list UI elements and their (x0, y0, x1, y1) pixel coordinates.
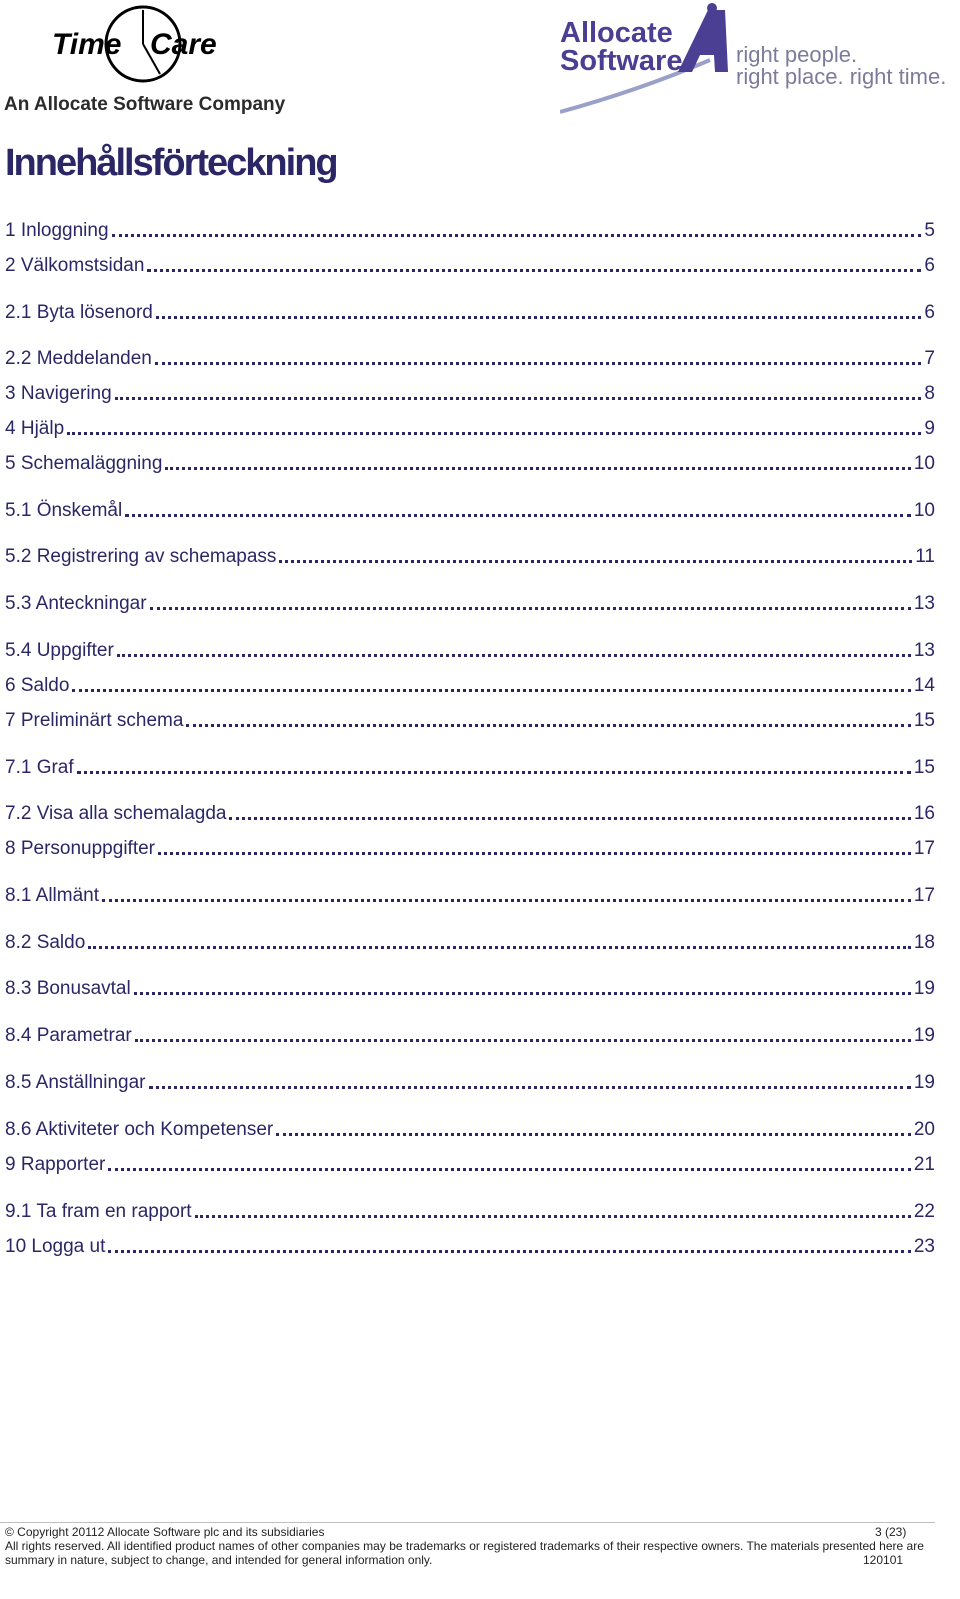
toc-leader (165, 467, 910, 470)
toc-entry-page: 15 (913, 757, 935, 778)
toc-entry-page: 16 (913, 803, 935, 824)
toc-entry-label: 8.1 Allmänt (5, 885, 99, 906)
toc-entry-preliminart-schema[interactable] (5, 708, 935, 732)
toc-entry-label: 5 Schemaläggning (5, 453, 163, 474)
toc-entry-page: 19 (913, 1072, 935, 1093)
toc-entry-page: 21 (913, 1154, 935, 1175)
toc-leader (115, 397, 922, 400)
toc-entry-logga-ut[interactable] (5, 1234, 935, 1258)
footer-copyright: © Copyright 20112 Allocate Software plc and its subsidiaries (5, 1525, 325, 1539)
toc-leader (102, 899, 911, 902)
person-dot-icon (707, 3, 717, 13)
toc-entry-parametrar[interactable] (5, 1023, 935, 1047)
toc-entry-label: 5.2 Registrering av schemapass (5, 546, 277, 567)
toc-entry-label: 5.3 Anteckningar (5, 593, 147, 614)
toc-entry-saldo-personal[interactable] (5, 930, 935, 954)
toc-entry-label: 3 Navigering (5, 383, 112, 404)
toc-entry-label: 8.2 Saldo (5, 932, 86, 953)
toc-entry-page: 14 (913, 675, 935, 696)
footer-line-1 (5, 1525, 935, 1539)
toc-entry-aktiviteter-och-kompetenser[interactable] (5, 1117, 935, 1141)
toc-leader (158, 852, 911, 855)
toc-leader (156, 316, 922, 319)
toc-entry-label: 2 Välkomstsidan (5, 255, 145, 276)
toc-entry-page: 6 (924, 302, 935, 323)
toc-leader (147, 269, 921, 272)
toc-leader (150, 607, 911, 610)
toc-leader (155, 362, 922, 365)
toc-entry-label: 8 Personuppgifter (5, 838, 155, 859)
toc-leader (108, 1250, 910, 1253)
timecare-logo-word-right: Care (150, 28, 217, 61)
toc-entry-page: 22 (913, 1201, 935, 1222)
toc-entry-page: 9 (924, 418, 935, 439)
toc-entry-label: 1 Inloggning (5, 220, 109, 241)
toc-entry-visa-alla-schemalagda[interactable] (5, 801, 935, 825)
toc-entry-inloggning[interactable] (5, 218, 935, 242)
footer-line-3 (5, 1553, 935, 1567)
toc-entry-valkomstsidan[interactable] (5, 253, 935, 277)
allocate-logo-tagline1: right people. (736, 42, 858, 67)
toc-entry-page: 13 (913, 593, 935, 614)
toc-leader (88, 946, 911, 949)
toc-entry-allmant[interactable] (5, 883, 935, 907)
toc-entry-saldo[interactable] (5, 673, 935, 697)
toc-entry-page: 5 (924, 220, 935, 241)
toc-entry-page: 17 (913, 885, 935, 906)
toc-entry-label: 8.5 Anställningar (5, 1072, 146, 1093)
toc-entry-page: 7 (924, 348, 935, 369)
toc-entry-label: 2.1 Byta lösenord (5, 302, 153, 323)
toc-leader (117, 654, 911, 657)
toc-entry-page: 20 (913, 1119, 935, 1140)
toc-leader (149, 1086, 911, 1089)
allocate-logo-line1: Allocate (560, 17, 673, 49)
toc-entry-label: 8.6 Aktiviteter och Kompetenser (5, 1119, 274, 1140)
toc-entry-uppgifter[interactable] (5, 638, 935, 662)
allocate-software-logo (560, 0, 960, 125)
toc-entry-bonusavtal[interactable] (5, 976, 935, 1000)
allocate-logo-line2: Software (560, 45, 683, 77)
footer-disclaimer: summary in nature, subject to change, and intended for general information only. (5, 1553, 433, 1567)
toc-entry-personuppgifter[interactable] (5, 836, 935, 860)
toc-entry-page: 18 (913, 932, 935, 953)
footer-page-number: 3 (23) (875, 1525, 907, 1539)
toc-entry-hjalp[interactable] (5, 416, 935, 440)
toc-leader (134, 992, 911, 995)
toc-entry-registrering-av-schemapass[interactable] (5, 544, 935, 568)
toc-leader (195, 1215, 911, 1218)
toc-entry-label: 8.3 Bonusavtal (5, 978, 131, 999)
toc-entry-navigering[interactable] (5, 381, 935, 405)
toc-entry-label: 9 Rapporter (5, 1154, 106, 1175)
toc-leader (72, 689, 910, 692)
toc-leader (135, 1039, 911, 1042)
toc-leader (186, 724, 910, 727)
toc-entry-label: 4 Hjälp (5, 418, 65, 439)
toc-entry-page: 11 (915, 546, 935, 567)
toc-entry-label: 7 Preliminärt schema (5, 710, 184, 731)
timecare-logo-word-left: Time (52, 28, 122, 61)
toc-entry-schemalaggning[interactable] (5, 451, 935, 475)
footer-doc-code: 120101 (863, 1553, 904, 1567)
toc-entry-page: 19 (913, 1025, 935, 1046)
toc-entry-label: 5.4 Uppgifter (5, 640, 114, 661)
toc-leader (279, 560, 912, 563)
toc-entry-label: 7.2 Visa alla schemalagda (5, 803, 227, 824)
toc-entry-label: 6 Saldo (5, 675, 70, 696)
toc-leader (125, 514, 911, 517)
toc-entry-page: 6 (924, 255, 935, 276)
toc-leader (229, 817, 910, 820)
toc-entry-ta-fram-en-rapport[interactable] (5, 1199, 935, 1223)
toc-entry-byta-losenord[interactable] (5, 300, 935, 324)
toc-leader (77, 771, 911, 774)
toc-entry-page: 23 (913, 1236, 935, 1257)
footer-line-2: All rights reserved. All identified product names of other companies may be trademarks or registered trademarks of their respective owners. The materials presented here are (5, 1539, 924, 1553)
timecare-logo (0, 0, 300, 125)
toc-entry-onskemal[interactable] (5, 498, 935, 522)
toc-entry-page: 8 (924, 383, 935, 404)
toc-entry-graf[interactable] (5, 755, 935, 779)
toc-entry-label: 9.1 Ta fram en rapport (5, 1201, 192, 1222)
toc-entry-page: 19 (913, 978, 935, 999)
toc-entry-page: 17 (913, 838, 935, 859)
toc-leader (112, 234, 922, 237)
toc-leader (108, 1168, 911, 1171)
toc-entry-page: 15 (913, 710, 935, 731)
toc-entry-page: 10 (913, 453, 935, 474)
toc-entry-meddelanden[interactable] (5, 346, 935, 370)
timecare-logo-subtitle: An Allocate Software Company (4, 94, 286, 115)
toc-entry-anstallningar[interactable] (5, 1070, 935, 1094)
toc-leader (276, 1133, 911, 1136)
toc-entry-anteckningar[interactable] (5, 591, 935, 615)
toc-entry-label: 7.1 Graf (5, 757, 74, 778)
toc-entry-label: 10 Logga ut (5, 1236, 106, 1257)
footer-divider (0, 1522, 935, 1523)
page-title: Innehållsförteckning (5, 142, 337, 184)
toc-entry-rapporter[interactable] (5, 1152, 935, 1176)
toc-entry-page: 10 (913, 500, 935, 521)
toc-leader (67, 432, 921, 435)
toc-entry-label: 2.2 Meddelanden (5, 348, 152, 369)
toc-entry-page: 13 (913, 640, 935, 661)
allocate-logo-tagline2: right place. right time. (736, 64, 947, 89)
toc-entry-label: 8.4 Parametrar (5, 1025, 132, 1046)
toc-entry-label: 5.1 Önskemål (5, 500, 123, 521)
